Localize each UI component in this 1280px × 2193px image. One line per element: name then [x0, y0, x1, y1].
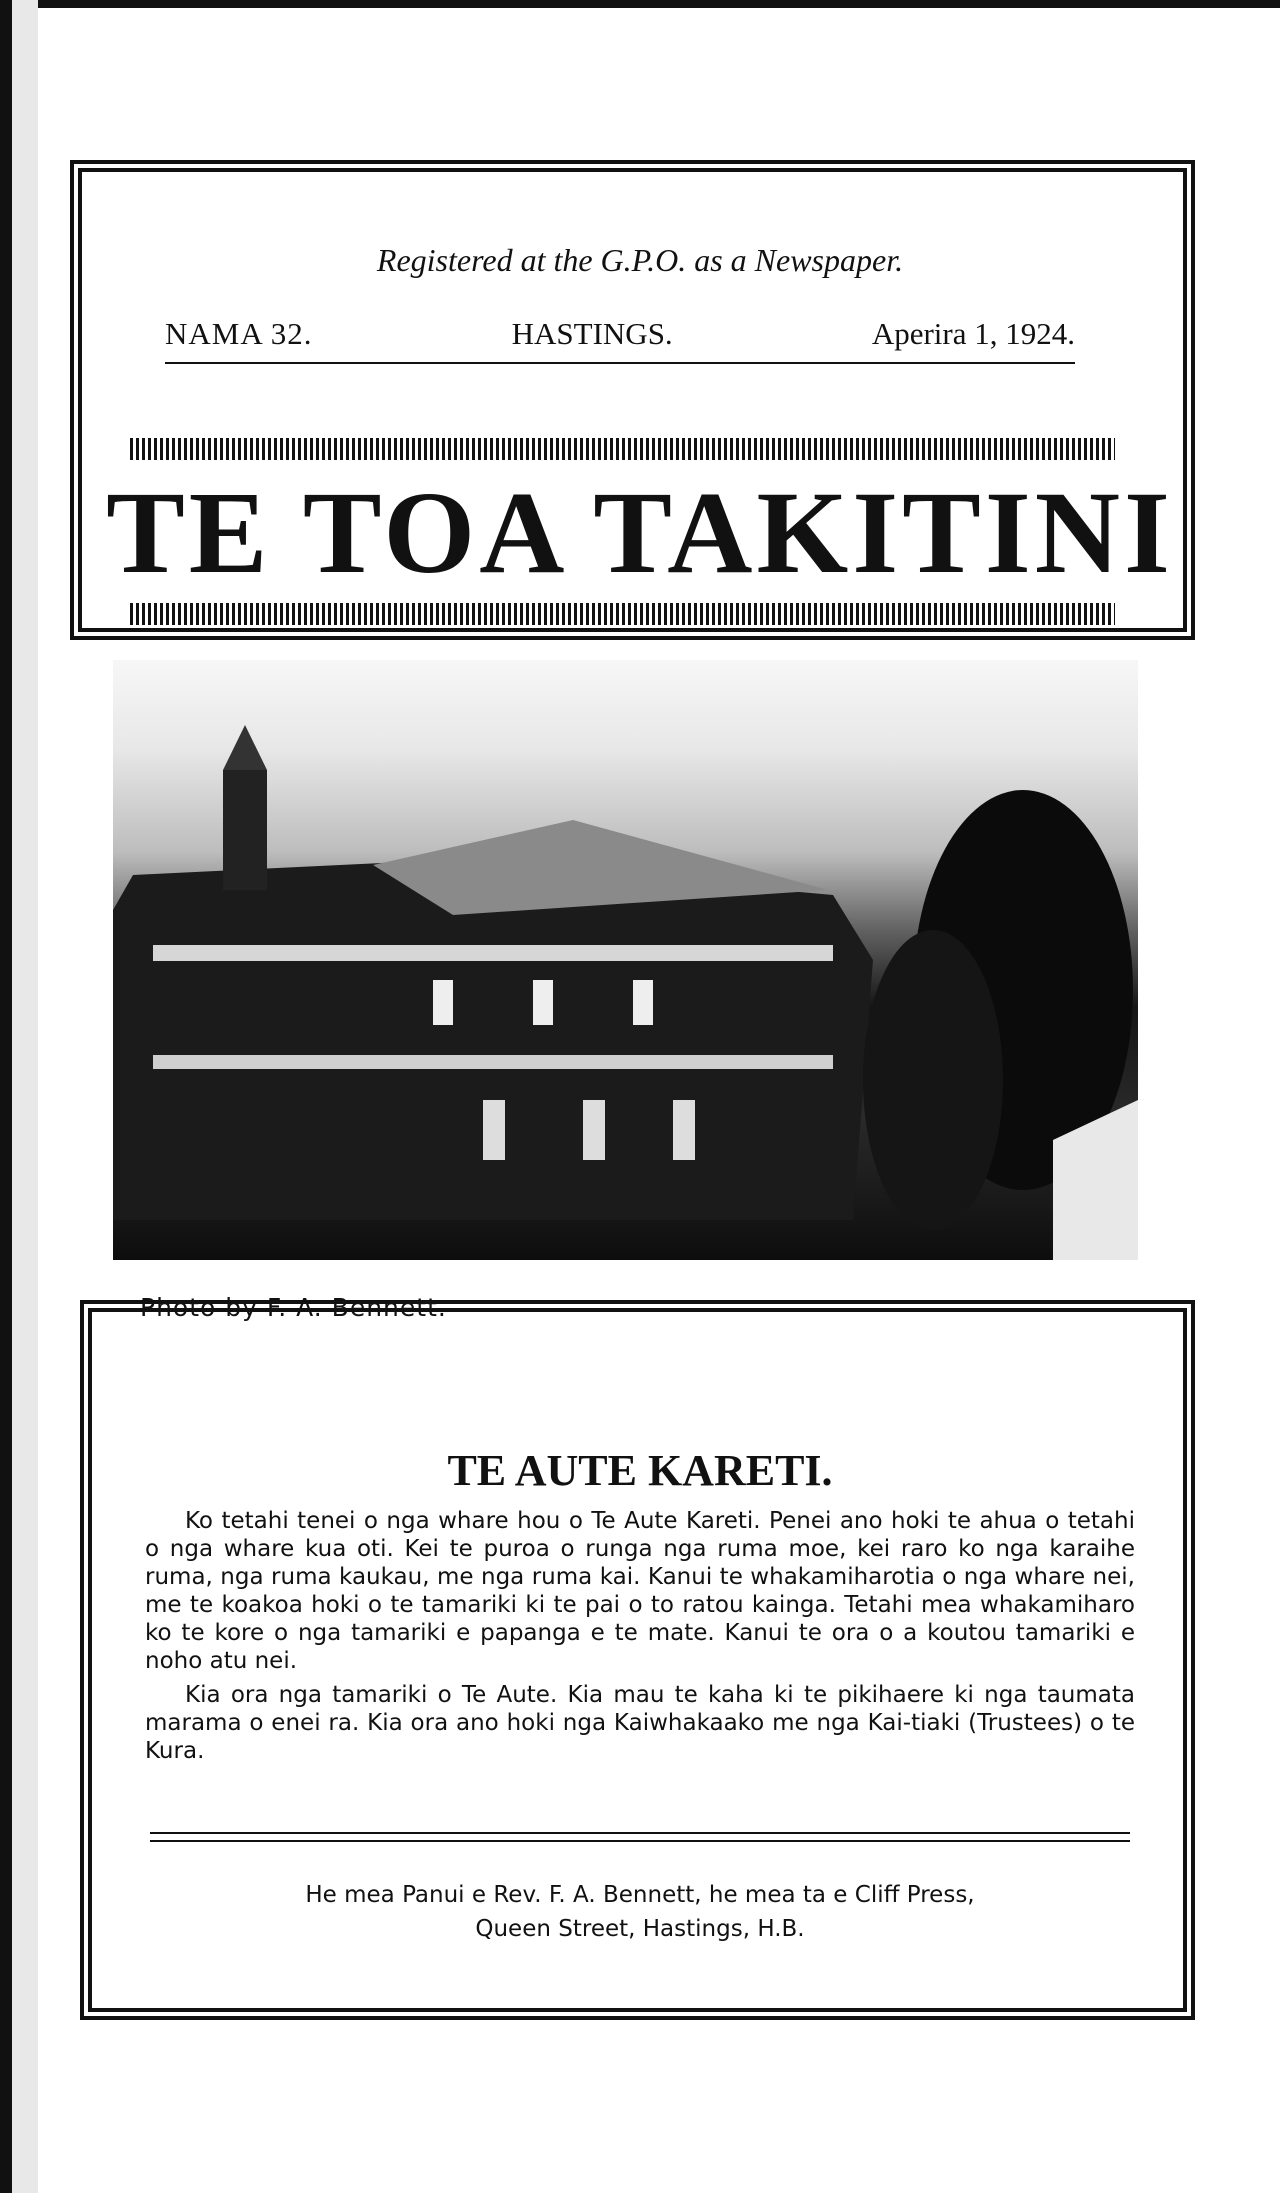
building-illustration	[113, 660, 1138, 1260]
photo-credit: Photo by F. A. Bennett.	[140, 1293, 447, 1322]
article-paragraph: Ko tetahi tenei o nga whare hou o Te Aute Kareti. Penei ano hoki te ahua o tetahi o nga whare kua oti. Kei te puroa o runga nga ruma moe, kei raro ko nga karaihe ruma, nga ruma kaukau, me nga ruma kai. Kanui te whakamiharotia o nga whare nei, me te koakoa hoki o te tamariki ki te pai o to ratou kainga. Tetahi mea whakamiharo ko te kore o nga tamariki e papanga e te mate. Kanui te ora o a koutou tamariki e noho atu nei.	[145, 1508, 1135, 1674]
registration-notice: Registered at the G.P.O. as a Newspaper.	[376, 242, 904, 278]
footer-rule	[150, 1832, 1130, 1842]
issue-meta-row	[165, 310, 1075, 358]
imprint-line: Queen Street, Hastings, H.B.	[475, 1916, 805, 1942]
scan-top-edge	[0, 0, 1280, 8]
scan-left-edge	[0, 0, 38, 2193]
article-body	[145, 1507, 1135, 1771]
masthead-ornament-bottom	[130, 603, 1115, 625]
college-building-photo	[113, 660, 1138, 1260]
masthead-title: TE TOA TAKITINI	[106, 467, 1174, 598]
article-title: TE AUTE KARETI.	[447, 1446, 833, 1495]
publication-place: HASTINGS.	[511, 316, 673, 351]
meta-rule	[165, 362, 1075, 364]
issue-date: Aperira 1, 1924.	[871, 316, 1075, 351]
article-paragraph: Kia ora nga tamariki o Te Aute. Kia mau te kaha ki te pikihaere ki nga taumata marama o enei ra. Kia ora ano hoki nga Kaiwhakaako me nga Kai-tiaki (Trustees) o te Kura.	[145, 1682, 1135, 1764]
masthead-ornament-top	[130, 438, 1115, 460]
issue-number: NAMA 32.	[165, 316, 313, 351]
imprint-line: He mea Panui e Rev. F. A. Bennett, he mea ta e Cliff Press,	[305, 1882, 975, 1908]
imprint-footer	[0, 1878, 1280, 1946]
